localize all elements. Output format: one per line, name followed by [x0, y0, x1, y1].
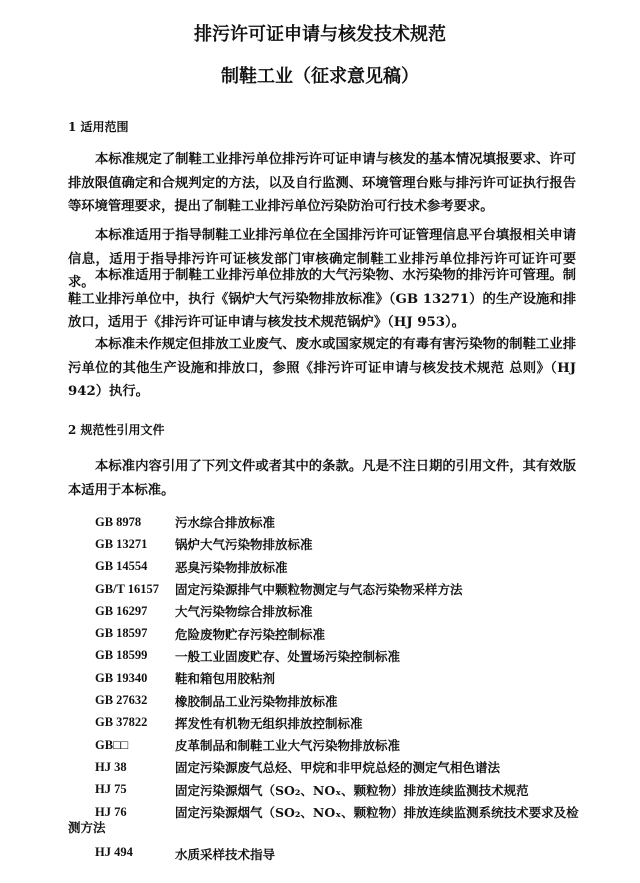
reference-item — [95, 533, 615, 555]
reference-item — [95, 667, 615, 689]
reference-item — [95, 712, 615, 734]
reference-title: 水质采样技术指导 — [175, 847, 276, 862]
document-title: 排污许可证申请与核发技术规范 — [194, 24, 446, 45]
reference-item — [95, 511, 615, 533]
reference-code: GB 37822 — [95, 715, 148, 730]
reference-code: GB 19340 — [95, 670, 148, 685]
reference-title: 固定污染源废气总烃、甲烷和非甲烷总烃的测定气相色谱法 — [175, 760, 501, 776]
reference-item — [95, 756, 615, 778]
reference-code: GB/T 16157 — [95, 581, 160, 596]
reference-title: 锅炉大气污染物排放标准 — [175, 537, 313, 553]
reference-title: 恶臭污染物排放标准 — [175, 559, 288, 575]
section-heading-scope: 1 适用范围 — [68, 120, 129, 134]
reference-item — [95, 801, 615, 823]
reference-code: HJ 75 — [95, 782, 127, 797]
reference-title: 危险废物贮存污染控制标准 — [175, 626, 326, 642]
reference-code: GB 8978 — [95, 514, 142, 529]
document-subtitle: 制鞋工业（征求意见稿） — [221, 66, 419, 87]
section-heading-references: 2 规范性引用文件 — [68, 423, 165, 437]
paragraph: 本标准规定了制鞋工业排污单位排污许可证申请与核发的基本情况填报要求、许可排放限值确定和合规判定的方法，以及自行监测、环境管理台账与排污许可证执行报告等环境管理要求，提出了制鞋工业排污单位污染防治可行技术参考要求。 — [68, 152, 576, 214]
reference-title: 固定污染源烟气（SO₂、NOₓ、颗粒物）排放连续监测技术规范 — [175, 782, 529, 798]
reference-continuation: 测方法 — [68, 820, 106, 835]
paragraph: 本标准适用于指导制鞋工业排污单位在全国排污许可证管理信息平台填报相关申请信息，适用于指导排污许可证核发部门审核确定制鞋工业排污单位排污许可证许可要求。 — [68, 228, 576, 290]
reference-item — [95, 578, 615, 600]
reference-item — [95, 645, 615, 667]
reference-code: HJ 38 — [95, 759, 127, 774]
reference-title: 鞋和箱包用胶粘剂 — [175, 671, 276, 687]
reference-title: 挥发性有机物无组织排放控制标准 — [175, 715, 363, 731]
reference-title: 大气污染物综合排放标准 — [175, 604, 313, 620]
reference-item — [95, 689, 615, 711]
reference-item — [95, 622, 615, 644]
reference-title: 皮革制品和制鞋工业大气污染物排放标准 — [175, 738, 401, 754]
reference-item — [95, 600, 615, 622]
reference-title: 固定污染源排气中颗粒物测定与气态污染物采样方法 — [175, 582, 463, 598]
reference-title: 固定污染源烟气（SO₂、NOₓ、颗粒物）排放连续监测系统技术要求及检 — [175, 805, 579, 820]
reference-code: GB 13271 — [95, 536, 148, 551]
reference-code: GB 14554 — [95, 559, 148, 574]
reference-item — [95, 845, 275, 863]
reference-item — [95, 779, 615, 801]
paragraph: 本标准未作规定但排放工业废气、废水或国家规定的有毒有害污染物的制鞋工业排污单位的其他生产设施和排放口，参照《排污许可证申请与核发技术规范 总则》（HJ 942）执行。 — [68, 337, 576, 399]
reference-code: GB 16297 — [95, 603, 148, 618]
reference-title: 污水综合排放标准 — [175, 515, 276, 531]
reference-code: GB 18599 — [95, 648, 148, 663]
reference-code: HJ 494 — [95, 845, 133, 859]
paragraph: 本标准适用于制鞋工业排污单位排放的大气污染物、水污染物的排污许可管理。制鞋工业排污单位中，执行《锅炉大气污染物排放标准》（GB 13271）的生产设施和排放口，适用于《排污许可证申请与核发技术规范锅炉》（HJ 953）。 — [68, 268, 576, 330]
reference-title: 一般工业固废贮存、处置场污染控制标准 — [175, 648, 401, 664]
reference-list — [95, 511, 615, 823]
reference-item — [95, 734, 615, 756]
reference-code: GB 18597 — [95, 626, 148, 641]
reference-code: GB□□ — [95, 737, 129, 752]
reference-item — [95, 556, 615, 578]
reference-title: 橡胶制品工业污染物排放标准 — [175, 693, 338, 709]
reference-code: GB 27632 — [95, 693, 148, 708]
reference-code: HJ 76 — [95, 804, 127, 819]
paragraph: 本标准内容引用了下列文件或者其中的条款。凡是不注日期的引用文件，其有效版本适用于本标准。 — [68, 459, 576, 498]
